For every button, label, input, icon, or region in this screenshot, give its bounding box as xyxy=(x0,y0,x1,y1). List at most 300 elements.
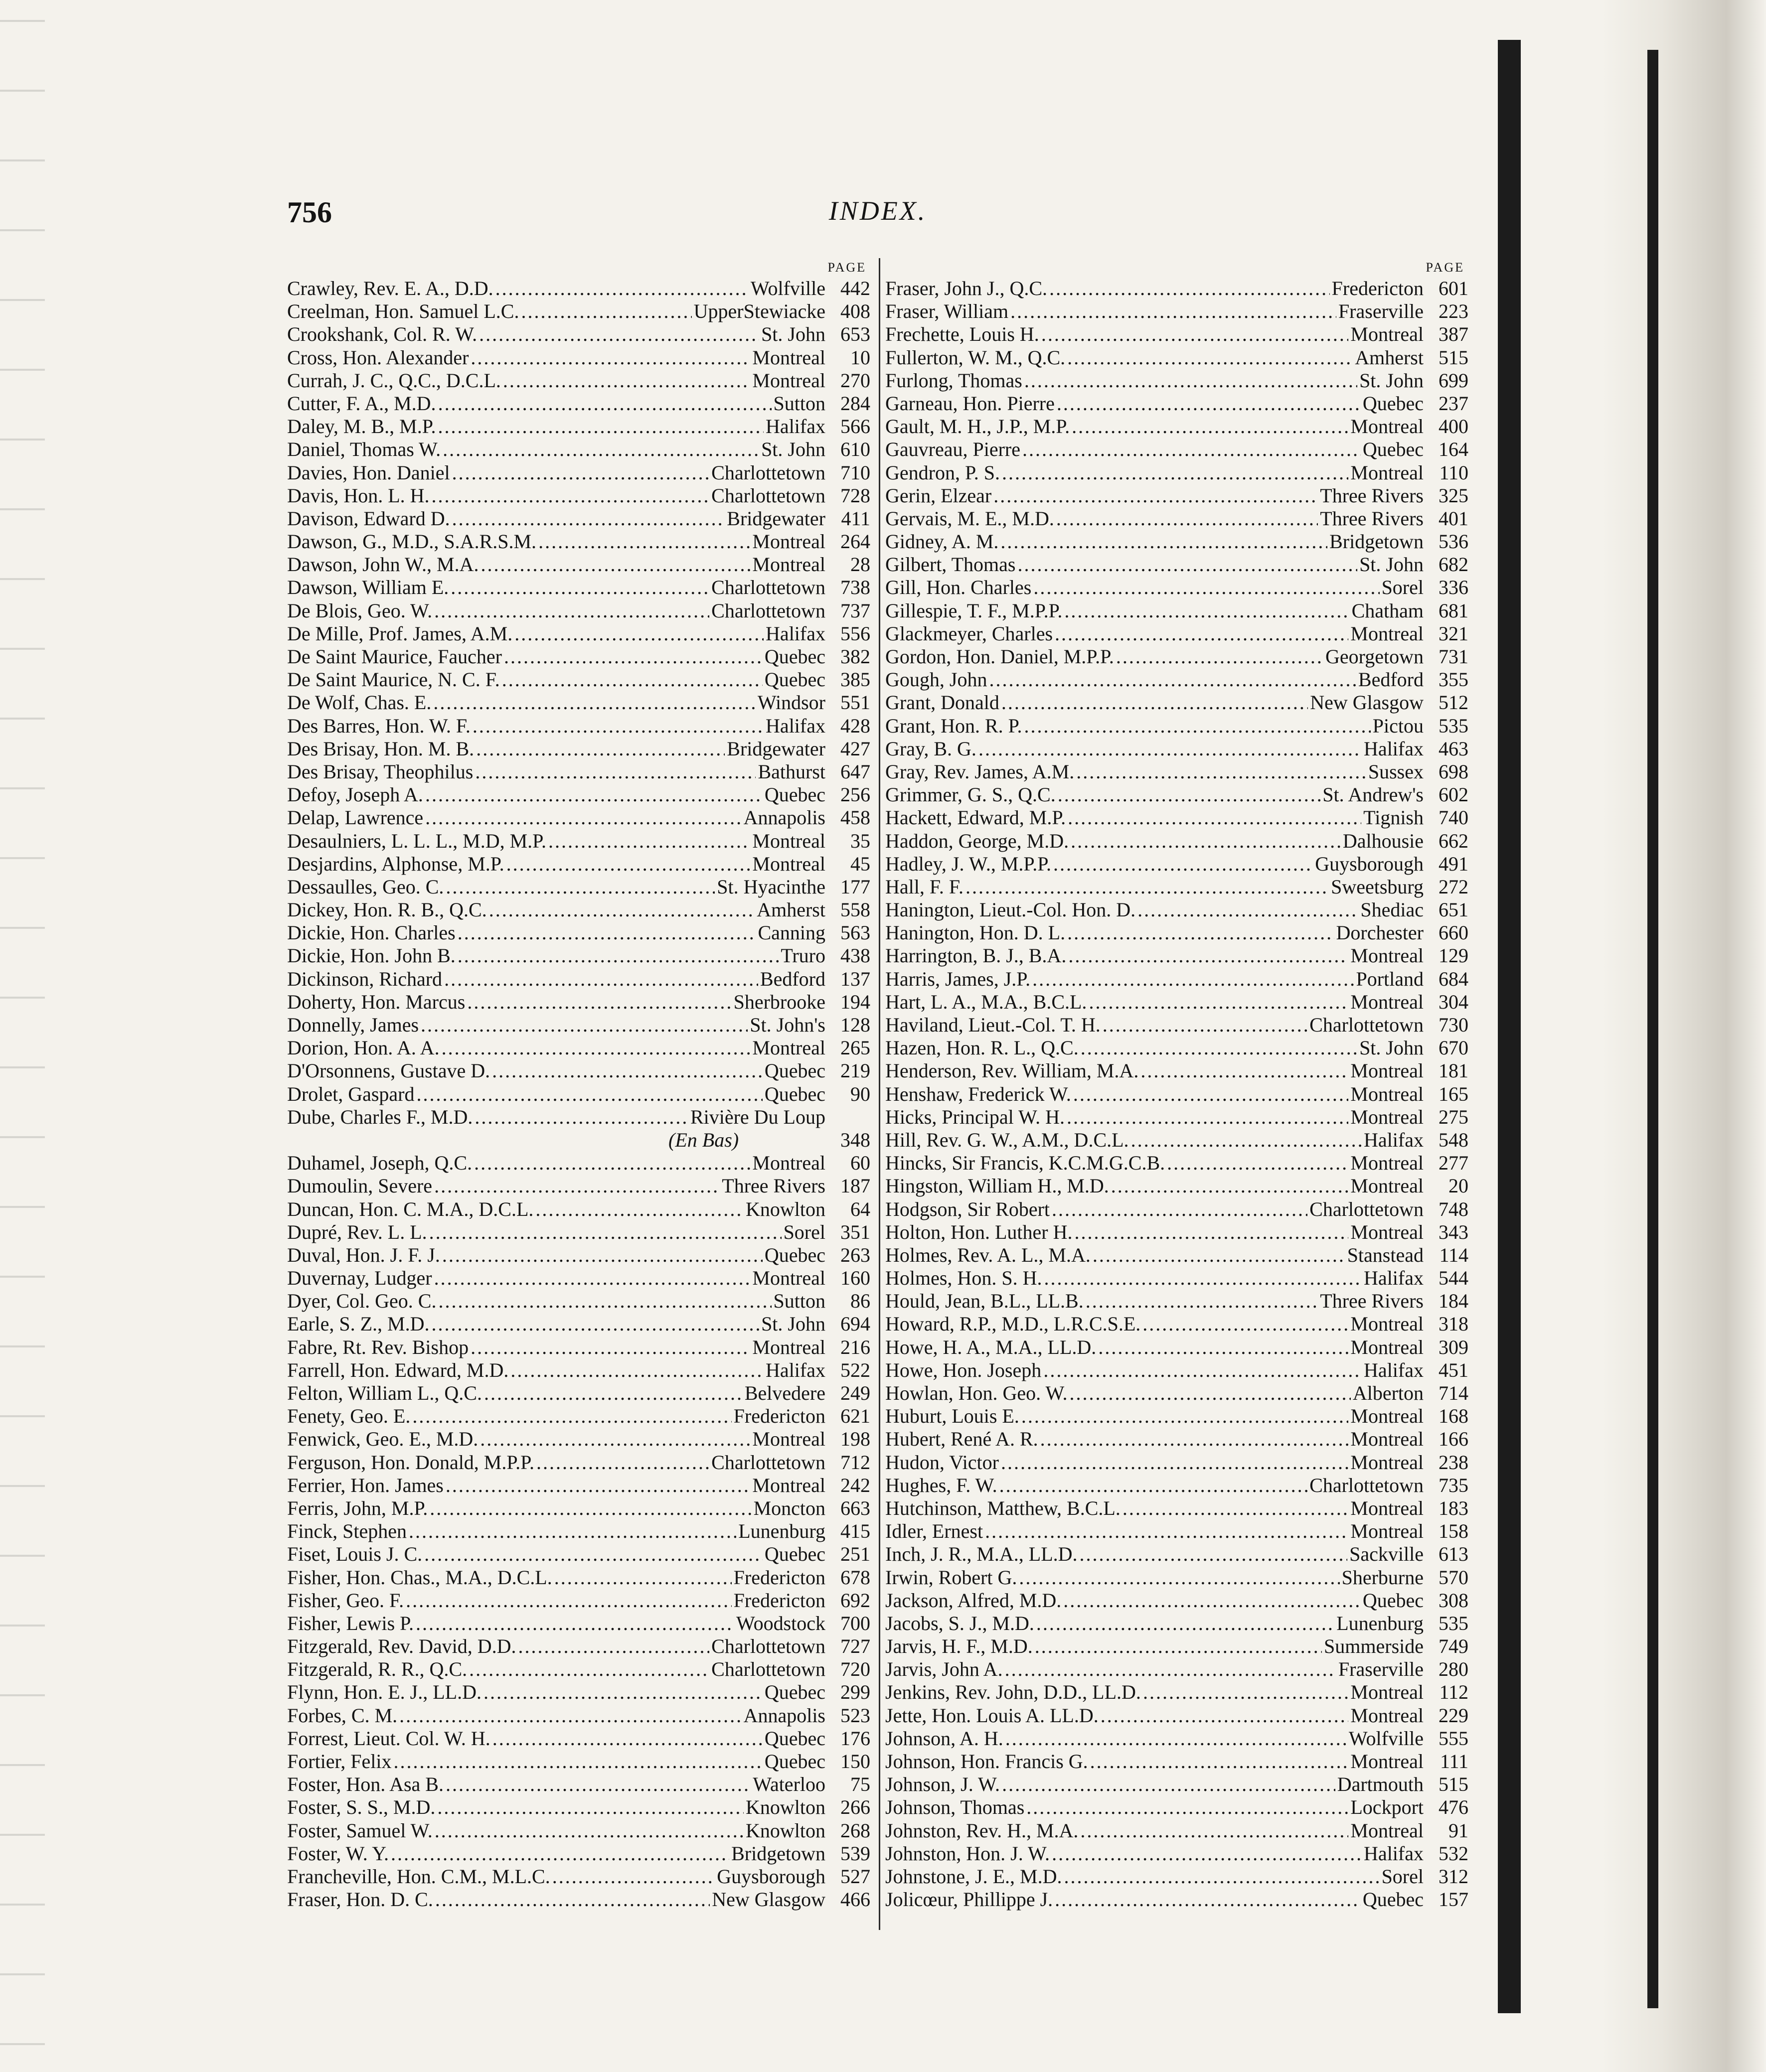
entry-name: Hazen, Hon. R. L., Q.C. xyxy=(885,1036,1079,1059)
entry-page: 476 xyxy=(1439,1796,1468,1819)
entry-page: 157 xyxy=(1439,1888,1468,1911)
entry-page: 555 xyxy=(1439,1727,1468,1750)
entry-page: 700 xyxy=(840,1612,870,1634)
entry-name: Foster, Hon. Asa B. xyxy=(287,1773,444,1796)
dot-leader xyxy=(504,645,763,668)
dot-leader xyxy=(1063,1589,1361,1612)
entry-name: Dupré, Rev. L. L. xyxy=(287,1220,427,1243)
entry-page: 558 xyxy=(840,898,870,921)
entry-name: Cutter, F. A., M.D. xyxy=(287,392,436,415)
dot-leader xyxy=(1067,921,1334,944)
entry-page: 463 xyxy=(1439,737,1468,760)
dot-leader xyxy=(416,1083,762,1106)
entry-name: Jenkins, Rev. John, D.D., LL.D. xyxy=(885,1681,1141,1704)
index-entry xyxy=(287,1244,870,1267)
entry-name: Hodgson, Sir Robert xyxy=(885,1197,1050,1220)
dot-leader xyxy=(1131,1129,1362,1152)
index-entry xyxy=(287,1543,870,1566)
entry-place: Quebec xyxy=(764,1059,825,1082)
entry-place: Halifax xyxy=(766,714,825,737)
dot-leader xyxy=(1032,968,1354,991)
entry-name: Howard, R.P., M.D., L.R.C.S.E. xyxy=(885,1313,1141,1335)
entry-page: 682 xyxy=(1439,553,1468,576)
entry-page: 158 xyxy=(1439,1520,1468,1543)
entry-name: Gault, M. H., J.P., M.P. xyxy=(885,415,1070,438)
entry-page: 714 xyxy=(1439,1382,1468,1404)
entry-page: 727 xyxy=(840,1635,870,1658)
entry-name: Jacobs, S. J., M.D. xyxy=(885,1612,1034,1634)
entry-place: Fraserville xyxy=(1338,300,1424,323)
dot-leader xyxy=(1076,760,1366,783)
entry-place: Sussex xyxy=(1368,760,1424,783)
entry-name: Gidney, A. M. xyxy=(885,530,999,553)
dot-leader xyxy=(471,346,750,369)
entry-name: De Saint Maurice, Faucher xyxy=(287,645,502,668)
dot-leader xyxy=(999,1474,1308,1497)
entry-page: 400 xyxy=(1439,415,1468,438)
page-number: 756 xyxy=(287,196,332,229)
index-entry xyxy=(885,1336,1468,1359)
dot-leader xyxy=(1142,1313,1348,1335)
dot-leader xyxy=(1073,1083,1349,1106)
entry-page: 280 xyxy=(1439,1658,1468,1681)
entry-place: Chatham xyxy=(1351,599,1424,622)
entry-page: 249 xyxy=(840,1382,870,1404)
entry-page: 536 xyxy=(1439,530,1468,553)
index-entry xyxy=(287,1474,870,1497)
entry-page: 566 xyxy=(840,415,870,438)
entry-page: 491 xyxy=(1439,852,1468,875)
entry-name: Idler, Ernest xyxy=(885,1520,983,1543)
entry-page: 304 xyxy=(1439,990,1468,1013)
index-entry xyxy=(885,1497,1468,1520)
index-entry xyxy=(287,1014,870,1036)
entry-place: Montreal xyxy=(1350,622,1424,645)
entry-name: Holmes, Hon. S. H. xyxy=(885,1267,1042,1290)
entry-place: Belvedere xyxy=(744,1382,825,1404)
entry-name: Haddon, George, M.D. xyxy=(885,829,1069,852)
entry-place: Lockport xyxy=(1350,1796,1424,1819)
dot-leader xyxy=(1072,415,1348,438)
index-entry xyxy=(287,576,870,599)
entry-name: Davies, Hon. Daniel xyxy=(287,461,450,484)
entry-place: Guysborough xyxy=(1315,852,1424,875)
index-entry xyxy=(885,415,1468,438)
entry-page: 229 xyxy=(1439,1704,1468,1727)
entry-name: Harrington, B. J., B.A. xyxy=(885,944,1067,967)
dot-leader xyxy=(1068,806,1361,829)
entry-place: St. John xyxy=(1359,553,1424,576)
entry-place: Annapolis xyxy=(743,806,825,829)
entry-place: Montreal xyxy=(1350,415,1424,438)
entry-page: 312 xyxy=(1439,1865,1468,1888)
entry-name: De Wolf, Chas. E. xyxy=(287,691,432,714)
binding-shadow xyxy=(1498,40,1521,2013)
entry-page: 110 xyxy=(1439,461,1468,484)
index-entry xyxy=(287,715,870,738)
entry-name: Holmes, Rev. A. L., M.A. xyxy=(885,1243,1091,1266)
index-entry xyxy=(885,1359,1468,1382)
entry-place: Fredericton xyxy=(733,1566,825,1589)
entry-name: Daniel, Thomas W. xyxy=(287,438,441,461)
entry-place: Alberton xyxy=(1352,1382,1424,1404)
entry-name: Howe, Hon. Joseph xyxy=(885,1358,1042,1381)
entry-place: Montreal xyxy=(1350,1496,1424,1519)
entry-name: Hubert, René A. R. xyxy=(885,1428,1038,1451)
index-entry xyxy=(885,853,1468,876)
entry-page: 385 xyxy=(840,668,870,691)
index-entry xyxy=(287,1704,870,1727)
entry-name: Gauvreau, Pierre xyxy=(885,438,1020,461)
entry-name: Finck, Stephen xyxy=(287,1520,407,1543)
dot-leader xyxy=(1056,507,1318,530)
entry-place: St. John xyxy=(1359,369,1424,392)
dot-leader xyxy=(434,1267,751,1290)
entry-name: Johnston, Rev. H., M.A. xyxy=(885,1819,1079,1842)
entry-place: St. Andrew's xyxy=(1322,783,1424,806)
entry-name: Irwin, Robert G. xyxy=(885,1566,1017,1589)
dot-leader xyxy=(1033,576,1379,599)
entry-page: 166 xyxy=(1439,1428,1468,1451)
dot-leader xyxy=(1143,1681,1348,1704)
entry-name: Desjardins, Alphonse, M.P. xyxy=(287,852,504,875)
entry-page: 35 xyxy=(850,829,870,852)
index-entry xyxy=(287,461,870,484)
entry-page: 458 xyxy=(840,806,870,829)
dot-leader xyxy=(535,1198,744,1221)
index-entry xyxy=(287,1612,870,1635)
entry-page: 242 xyxy=(840,1474,870,1496)
entry-page: 515 xyxy=(1439,1773,1468,1796)
entry-place: Montreal xyxy=(752,1428,825,1451)
index-entry xyxy=(885,1129,1468,1152)
entry-place: Montreal xyxy=(752,1267,825,1290)
dot-leader xyxy=(444,968,758,991)
dot-leader xyxy=(481,553,750,576)
entry-place: Amherst xyxy=(757,898,825,921)
index-entry xyxy=(287,599,870,622)
index-entry xyxy=(287,530,870,553)
entry-name: Fenwick, Geo. E., M.D. xyxy=(287,1428,479,1451)
entry-page: 698 xyxy=(1439,760,1468,783)
entry-page: 114 xyxy=(1439,1243,1468,1266)
dot-leader xyxy=(1080,1543,1348,1566)
entry-place: Bathurst xyxy=(758,760,825,783)
entry-name: Holton, Hon. Luther H. xyxy=(885,1220,1073,1243)
index-entry xyxy=(885,1198,1468,1221)
index-entry xyxy=(287,369,870,392)
entry-name: Fisher, Hon. Chas., M.A., D.C.L. xyxy=(287,1566,552,1589)
entry-place: Pictou xyxy=(1372,714,1424,737)
entry-page: 535 xyxy=(1439,1612,1468,1634)
entry-place: Three Rivers xyxy=(1320,1290,1424,1313)
entry-place: Bridgewater xyxy=(727,737,825,760)
entry-place: Dorchester xyxy=(1336,921,1424,944)
dot-leader xyxy=(1055,622,1348,645)
entry-name: Grimmer, G. S., Q.C. xyxy=(885,783,1056,806)
entry-place: Montreal xyxy=(752,1474,825,1496)
entry-place: Dalhousie xyxy=(1342,829,1424,852)
index-entry xyxy=(885,323,1468,346)
entry-place: Halifax xyxy=(1364,1128,1424,1151)
index-entry xyxy=(885,1014,1468,1036)
entry-place: Sherbrooke xyxy=(733,990,825,1013)
entry-place: Montreal xyxy=(1350,1105,1424,1128)
entry-place: Charlottetown xyxy=(711,1658,825,1681)
entry-name: Dickey, Hon. R. B., Q.C. xyxy=(287,898,487,921)
entry-page: 749 xyxy=(1439,1635,1468,1658)
entry-place: Sorel xyxy=(783,1220,825,1243)
index-entry xyxy=(885,645,1468,668)
entry-name: Hanington, Lieut.-Col. Hon. D. xyxy=(885,898,1136,921)
entry-page: 710 xyxy=(840,461,870,484)
entry-name: Dickie, Hon. John B. xyxy=(287,944,456,967)
entry-name: Forrest, Lieut. Col. W. H. xyxy=(287,1727,490,1750)
index-entry xyxy=(885,507,1468,530)
entry-name: Fitzgerald, R. R., Q.C. xyxy=(287,1658,468,1681)
entry-name: Harris, James, J.P. xyxy=(885,967,1031,990)
entry-name: Crookshank, Col. R. W. xyxy=(287,323,478,346)
index-entry xyxy=(885,369,1468,392)
dot-leader xyxy=(492,1059,763,1082)
index-entry xyxy=(885,1612,1468,1635)
dot-leader xyxy=(1005,1658,1336,1681)
dot-leader xyxy=(1081,1036,1357,1059)
index-entry xyxy=(287,760,870,783)
entry-page: 60 xyxy=(850,1152,870,1175)
entry-place: Halifax xyxy=(766,622,825,645)
dot-leader xyxy=(442,1244,763,1267)
entry-name: De Mille, Prof. James, A.M. xyxy=(287,622,513,645)
dot-leader xyxy=(1022,438,1361,461)
entry-name: Fisher, Lewis P. xyxy=(287,1612,414,1634)
entry-page: 325 xyxy=(1439,484,1468,507)
entry-page: 670 xyxy=(1439,1036,1468,1059)
index-entry xyxy=(287,1382,870,1405)
entry-page: 442 xyxy=(840,277,870,299)
dot-leader xyxy=(506,853,751,876)
entry-page: 187 xyxy=(840,1175,870,1197)
entry-page: 128 xyxy=(840,1014,870,1036)
entry-page: 198 xyxy=(840,1428,870,1451)
index-entry xyxy=(287,392,870,415)
entry-place: Montreal xyxy=(1350,1704,1424,1727)
entry-name: Gill, Hon. Charles xyxy=(885,576,1032,599)
dot-leader xyxy=(474,1152,750,1175)
dot-leader xyxy=(429,1221,782,1244)
entry-name: Fiset, Louis J. C. xyxy=(287,1543,423,1566)
dot-leader xyxy=(446,1773,751,1796)
entry-place: Shediac xyxy=(1360,898,1424,921)
dot-leader xyxy=(434,599,709,622)
index-entry xyxy=(885,392,1468,415)
entry-name: Hingston, William H., M.D. xyxy=(885,1175,1109,1197)
entry-page: 318 xyxy=(1439,1313,1468,1335)
entry-page: 270 xyxy=(840,369,870,392)
entry-place: Bridgetown xyxy=(1329,530,1424,553)
entry-place: Knowlton xyxy=(746,1819,825,1842)
entry-place: Montreal xyxy=(752,553,825,576)
entry-page: 277 xyxy=(1439,1152,1468,1175)
entry-place: Quebec xyxy=(764,668,825,691)
dot-leader xyxy=(552,1865,715,1888)
entry-place: Montreal xyxy=(1350,1520,1424,1543)
entry-page: 284 xyxy=(840,392,870,415)
entry-place: Three Rivers xyxy=(1320,484,1424,507)
index-entry xyxy=(885,876,1468,898)
dot-leader xyxy=(1052,1842,1362,1865)
entry-page: 336 xyxy=(1439,576,1468,599)
entry-place: Quebec xyxy=(1362,438,1424,461)
index-entry xyxy=(885,1589,1468,1612)
entry-place: Quebec xyxy=(764,1750,825,1773)
index-entry xyxy=(885,806,1468,829)
entry-name: Flynn, Hon. E. J., LL.D. xyxy=(287,1681,482,1704)
entry-name: Inch, J. R., M.A., LL.D. xyxy=(885,1543,1078,1566)
dot-leader xyxy=(469,1658,709,1681)
entry-page: 251 xyxy=(840,1543,870,1566)
dot-leader xyxy=(521,300,691,323)
entry-page: 137 xyxy=(840,967,870,990)
entry-name: Earle, S. Z., M.D. xyxy=(287,1313,430,1335)
entry-page: 544 xyxy=(1439,1267,1468,1290)
entry-name: Henderson, Rev. William, M.A. xyxy=(885,1059,1139,1082)
entry-place: Montreal xyxy=(1350,944,1424,967)
index-entry xyxy=(885,944,1468,967)
entry-page: 64 xyxy=(850,1197,870,1220)
index-entry xyxy=(287,300,870,323)
index-entry xyxy=(287,1083,870,1106)
index-entry xyxy=(885,1474,1468,1497)
dot-leader xyxy=(989,668,1356,691)
entry-name: Ferris, John, M.P. xyxy=(287,1496,428,1519)
index-entry xyxy=(885,715,1468,738)
entry-page: 181 xyxy=(1439,1059,1468,1082)
entry-place: Wolfville xyxy=(750,277,825,299)
index-entry xyxy=(287,507,870,530)
index-entry xyxy=(287,1036,870,1059)
entry-place: New Glasgow xyxy=(712,1888,825,1911)
scan-edge-shadow xyxy=(1602,0,1766,2072)
entry-page: 730 xyxy=(1439,1014,1468,1036)
index-entry xyxy=(885,576,1468,599)
entry-name: Creelman, Hon. Samuel L.C. xyxy=(287,300,519,323)
entry-page: 165 xyxy=(1439,1082,1468,1105)
index-entry xyxy=(885,1428,1468,1451)
entry-name: Ferrier, Hon. James xyxy=(287,1474,444,1496)
entry-name: Crawley, Rev. E. A., D.D. xyxy=(287,277,493,299)
entry-page: 160 xyxy=(840,1267,870,1290)
entry-name: Hall, F. F. xyxy=(885,875,963,898)
entry-page: 539 xyxy=(840,1842,870,1865)
index-entry xyxy=(885,599,1468,622)
dot-leader xyxy=(475,760,756,783)
entry-place: Montreal xyxy=(752,1335,825,1358)
index-entry xyxy=(287,622,870,645)
entry-place: Sorel xyxy=(1381,576,1424,599)
entry-page: 551 xyxy=(840,691,870,714)
entry-place: Dartmouth xyxy=(1337,1773,1424,1796)
entry-page: 662 xyxy=(1439,829,1468,852)
entry-place: Montreal xyxy=(1350,1220,1424,1243)
index-entry xyxy=(885,1658,1468,1681)
entry-page: 563 xyxy=(840,921,870,944)
index-entry xyxy=(287,691,870,714)
entry-page: 387 xyxy=(1439,323,1468,346)
dot-leader xyxy=(1021,1405,1349,1428)
entry-name: Duhamel, Joseph, Q.C. xyxy=(287,1152,473,1175)
dot-leader xyxy=(1026,1796,1348,1819)
dot-leader xyxy=(1058,783,1321,806)
running-title: INDEX. xyxy=(828,196,927,226)
entry-name: Hughes, F. W. xyxy=(885,1474,997,1496)
entry-name: Hould, Jean, B.L., LL.B. xyxy=(885,1290,1084,1313)
entry-place: Fredericton xyxy=(733,1589,825,1612)
entry-page: 678 xyxy=(840,1566,870,1589)
dot-leader xyxy=(1001,1451,1348,1474)
index-entry xyxy=(885,553,1468,576)
index-entry xyxy=(885,1451,1468,1474)
entry-name: Dickie, Hon. Charles xyxy=(287,921,456,944)
entry-page: 408 xyxy=(840,300,870,323)
entry-name: Desaulniers, L. L. L., M.D, M.P. xyxy=(287,829,546,852)
index-entry xyxy=(885,461,1468,484)
index-entry xyxy=(885,783,1468,806)
entry-page: 535 xyxy=(1439,714,1468,737)
entry-place: Montreal xyxy=(752,346,825,369)
index-column-left xyxy=(287,258,870,1911)
index-entry xyxy=(287,898,870,921)
entry-name: Foster, Samuel W. xyxy=(287,1819,433,1842)
dot-leader xyxy=(1070,1382,1351,1405)
entry-page: 602 xyxy=(1439,783,1468,806)
entry-page: 681 xyxy=(1439,599,1468,622)
dot-leader xyxy=(451,576,709,599)
index-entry xyxy=(885,1773,1468,1796)
entry-name: Dyer, Col. Geo. C. xyxy=(287,1290,437,1313)
index-entry xyxy=(885,1635,1468,1658)
dot-leader xyxy=(425,783,763,806)
dot-leader xyxy=(1019,1566,1339,1589)
index-entry xyxy=(885,1543,1468,1566)
entry-place: Charlottetown xyxy=(1309,1014,1424,1036)
dot-leader xyxy=(1093,1244,1345,1267)
index-entry xyxy=(885,968,1468,991)
index-entry xyxy=(287,1451,870,1474)
entry-place: Sorel xyxy=(1381,1865,1424,1888)
dot-leader xyxy=(483,1681,763,1704)
entry-name: Hudon, Victor xyxy=(885,1451,999,1474)
entry-place: Charlottetown xyxy=(711,461,825,484)
index-entry xyxy=(287,1589,870,1612)
entry-name: Duncan, Hon. C. M.A., D.C.L. xyxy=(287,1197,534,1220)
index-entry xyxy=(287,991,870,1014)
entry-name: De Saint Maurice, N. C. F. xyxy=(287,668,500,691)
entry-name: Hadley, J. W., M.P.P. xyxy=(885,852,1052,875)
entry-name: Duvernay, Ludger xyxy=(287,1267,432,1290)
entry-page: 647 xyxy=(840,760,870,783)
entry-name: Dawson, John W., M.A. xyxy=(287,553,479,576)
entry-page: 28 xyxy=(850,553,870,576)
entry-name: Dumoulin, Severe xyxy=(287,1175,433,1197)
entry-name: Haviland, Lieut.-Col. T. H. xyxy=(885,1014,1101,1036)
index-entry xyxy=(287,1773,870,1796)
dot-leader xyxy=(1086,1290,1318,1313)
entry-name: Donnelly, James xyxy=(287,1014,419,1036)
entry-page: 699 xyxy=(1439,369,1468,392)
entry-page: 272 xyxy=(1439,875,1468,898)
entry-page: 527 xyxy=(840,1865,870,1888)
